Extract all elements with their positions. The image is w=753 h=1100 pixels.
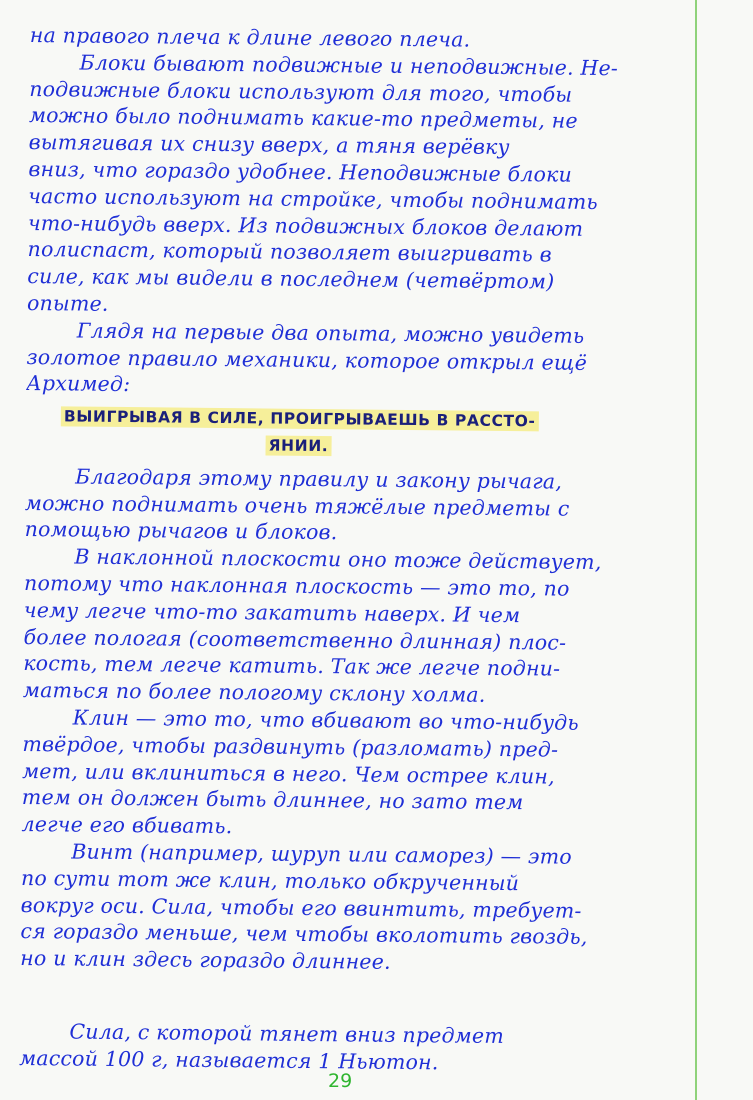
text-line: чему легче что-то закатить наверх. И чем [23,597,521,627]
text-line: Благодаря этому правилу и закону рычага, [75,464,563,494]
text-line: потому что наклонная плоскость — это то, по [24,570,570,601]
text-line: Винт (например, шуруп или саморез) — это [71,839,572,869]
page-number: 29 [328,1070,353,1092]
text-line: кость, тем легче катить. Так же легче подни- [23,651,561,681]
text-line: тем он должен быть длиннее, но зато тем [21,785,524,815]
handwritten-text [19,22,685,1078]
text-line: можно поднимать очень тяжёлые предметы с [24,490,570,521]
text-line: Блоки бывают подвижные и неподвижные. Не- [79,50,619,80]
text-line: помощью рычагов и блоков. [24,517,338,545]
text-line: легче его вбивать. [21,812,233,839]
text-line: опыте. [26,290,109,316]
text-line: силе, как мы видели в последнем (четвёртом) [27,264,555,294]
margin-line [695,0,697,1100]
highlighted-rule-line: ЯНИИ. [265,435,331,456]
text-line: можно было поднимать какие-то предметы, не [28,103,578,134]
text-line: мет, или вклиниться в него. Чем острее клин, [22,758,555,789]
text-line: полиспаст, который позволяет выигривать в [27,237,552,267]
text-line: ся гораздо меньше, чем чтобы вколотить гвоздь, [20,919,588,950]
text-line: на правого плеча к длине левого плеча. [29,22,471,52]
paragraph-gap [20,972,675,1025]
text-line: Сила, с которой тянет вниз предмет [69,1019,505,1048]
text-line: более пологая (соответственно длинная) плос- [23,624,567,655]
text-line: что-нибудь вверх. Из подвижных блоков делают [27,210,584,241]
text-line: маться по более пологому склону холма. [22,678,486,707]
text-line: подвижные блоки используют для того, чтобы [29,76,573,107]
text-line: вокруг оси. Сила, чтобы его ввинтить, требует- [20,892,582,923]
text-line: но и клин здесь гораздо длиннее. [20,946,391,974]
text-line: вытягивая их снизу вверх, а тяня верёвку [28,130,510,160]
text-line: твёрдое, чтобы раздвинуть (разломать) пред- [22,731,559,762]
text-line: Клин — это то, что вбивают во что-нибудь [72,705,579,735]
highlighted-rule-line: ВЫИГРЫВАЯ В СИЛЕ, ПРОИГРЫВАЕШЬ В РАССТО- [61,407,539,432]
text-line: массой 100 г, называется 1 Ньютон. [19,1045,439,1075]
text-line: В наклонной плоскости оно тоже действует, [74,544,602,575]
text-line: часто используют на стройке, чтобы поднимать [28,183,598,214]
text-line: Глядя на первые два опыта, можно увидеть [76,318,585,348]
text-line: Архимед: [26,371,131,397]
text-line: по сути тот же клин, только обкрученный [20,865,520,895]
text-line: золотое правило механики, которое открыл ещё [26,344,588,375]
text-line: вниз, что гораздо удобнее. Неподвижные блоки [28,156,573,187]
highlighted-rule [25,403,681,463]
